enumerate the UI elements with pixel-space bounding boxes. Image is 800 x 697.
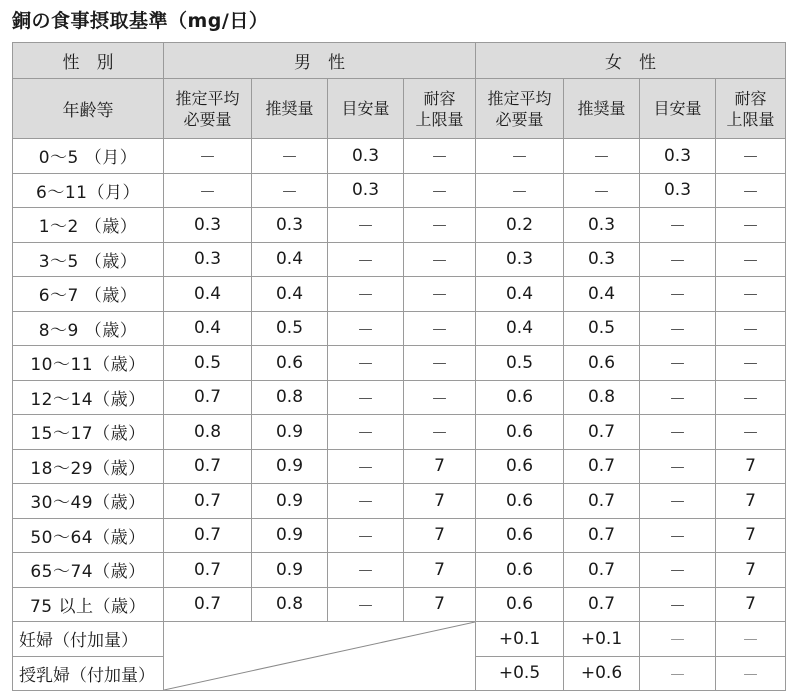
- male-value-cell: 0.3: [164, 208, 252, 243]
- age-cell: 6～11（月）: [13, 173, 164, 208]
- male-value-cell: －: [328, 311, 404, 346]
- header-sex: 性 別: [13, 43, 164, 79]
- male-value-cell: 0.9: [252, 518, 328, 553]
- female-value-cell: －: [640, 484, 716, 519]
- table-row: [13, 449, 786, 484]
- age-cell: 10～11（歳）: [13, 346, 164, 381]
- male-value-cell: 0.7: [164, 587, 252, 622]
- header-age: 年齢等: [13, 79, 164, 139]
- female-value-cell: 0.6: [476, 587, 564, 622]
- female-value-cell: －: [640, 415, 716, 450]
- age-cell: 18～29（歳）: [13, 449, 164, 484]
- age-cell: 15～17（歳）: [13, 415, 164, 450]
- male-value-cell: －: [404, 208, 476, 243]
- age-cell: 75 以上（歳）: [13, 587, 164, 622]
- female-value-cell: 0.4: [476, 277, 564, 312]
- male-value-cell: －: [404, 242, 476, 277]
- header-line: 推定平均: [487, 88, 552, 108]
- male-value-cell: －: [328, 518, 404, 553]
- age-cell: 65～74（歳）: [13, 553, 164, 588]
- male-value-cell: 0.5: [164, 346, 252, 381]
- header-line: 必要量: [183, 109, 232, 129]
- not-applicable-cell: [164, 622, 476, 691]
- male-value-cell: 0.3: [252, 208, 328, 243]
- age-cell: 3～5 （歳）: [13, 242, 164, 277]
- female-value-cell: －: [640, 277, 716, 312]
- male-value-cell: 0.9: [252, 415, 328, 450]
- table-row: [13, 484, 786, 519]
- male-value-cell: 0.3: [328, 139, 404, 174]
- header-male: 男 性: [164, 43, 476, 79]
- female-value-cell: 7: [716, 484, 786, 519]
- female-addition-cell: +0.1: [564, 622, 640, 657]
- header-line: 耐容: [423, 88, 456, 108]
- header-female-ul: [716, 79, 786, 139]
- table-row: [13, 415, 786, 450]
- header-line: 推奨量: [265, 99, 314, 118]
- female-value-cell: 7: [716, 449, 786, 484]
- female-value-cell: －: [716, 173, 786, 208]
- male-value-cell: 0.7: [164, 553, 252, 588]
- page-title: 銅の食事摂取基準（mg/日）: [12, 10, 269, 32]
- male-value-cell: －: [404, 346, 476, 381]
- female-value-cell: －: [640, 346, 716, 381]
- female-value-cell: －: [716, 380, 786, 415]
- age-cell: 12～14（歳）: [13, 380, 164, 415]
- diagonal-line: [164, 622, 475, 690]
- age-cell: 0～5 （月）: [13, 139, 164, 174]
- female-value-cell: －: [640, 242, 716, 277]
- copper-intake-table: [12, 42, 786, 691]
- female-value-cell: －: [564, 139, 640, 174]
- female-value-cell: －: [640, 587, 716, 622]
- male-value-cell: 0.4: [164, 277, 252, 312]
- female-addition-cell: +0.5: [476, 656, 564, 691]
- header-female-ear: [476, 79, 564, 139]
- male-value-cell: －: [404, 173, 476, 208]
- header-line: 必要量: [495, 109, 544, 129]
- male-value-cell: －: [328, 415, 404, 450]
- male-value-cell: －: [404, 311, 476, 346]
- female-value-cell: 0.7: [564, 484, 640, 519]
- table-row: [13, 346, 786, 381]
- male-value-cell: 0.4: [164, 311, 252, 346]
- male-value-cell: －: [164, 139, 252, 174]
- female-value-cell: －: [640, 311, 716, 346]
- male-value-cell: －: [404, 415, 476, 450]
- female-value-cell: 0.6: [476, 553, 564, 588]
- female-value-cell: 0.4: [564, 277, 640, 312]
- female-value-cell: －: [716, 208, 786, 243]
- addition-label: 妊婦（付加量）: [13, 622, 164, 657]
- table-row: [13, 518, 786, 553]
- female-value-cell: 0.7: [564, 587, 640, 622]
- female-value-cell: 0.6: [476, 380, 564, 415]
- header-female: 女 性: [476, 43, 786, 79]
- male-value-cell: －: [164, 173, 252, 208]
- female-value-cell: 0.8: [564, 380, 640, 415]
- female-value-cell: 0.4: [476, 311, 564, 346]
- male-value-cell: －: [328, 484, 404, 519]
- table-row: [13, 208, 786, 243]
- female-addition-cell: +0.6: [564, 656, 640, 691]
- age-cell: 8～9 （歳）: [13, 311, 164, 346]
- female-addition-cell: －: [716, 656, 786, 691]
- table-row: [13, 277, 786, 312]
- table-row: [13, 311, 786, 346]
- male-value-cell: 0.7: [164, 484, 252, 519]
- male-value-cell: 0.7: [164, 518, 252, 553]
- female-value-cell: －: [476, 173, 564, 208]
- header-male-rda: [252, 79, 328, 139]
- female-addition-cell: －: [716, 622, 786, 657]
- female-value-cell: 0.3: [564, 208, 640, 243]
- header-male-ul: [404, 79, 476, 139]
- female-value-cell: 0.3: [476, 242, 564, 277]
- male-value-cell: 7: [404, 587, 476, 622]
- female-value-cell: 0.3: [640, 173, 716, 208]
- male-value-cell: －: [328, 208, 404, 243]
- male-value-cell: 0.5: [252, 311, 328, 346]
- table-row: [13, 173, 786, 208]
- male-value-cell: 7: [404, 449, 476, 484]
- female-value-cell: －: [716, 277, 786, 312]
- female-value-cell: －: [640, 380, 716, 415]
- female-value-cell: 0.6: [476, 484, 564, 519]
- male-value-cell: 7: [404, 518, 476, 553]
- table-row: [13, 139, 786, 174]
- male-value-cell: 0.8: [164, 415, 252, 450]
- male-value-cell: 0.9: [252, 553, 328, 588]
- female-value-cell: 0.5: [476, 346, 564, 381]
- addition-label: 授乳婦（付加量）: [13, 656, 164, 691]
- header-line: 目安量: [653, 99, 702, 118]
- female-value-cell: －: [716, 242, 786, 277]
- female-value-cell: 0.6: [476, 449, 564, 484]
- male-value-cell: －: [404, 139, 476, 174]
- table-row: [13, 242, 786, 277]
- female-value-cell: －: [640, 449, 716, 484]
- female-value-cell: 0.7: [564, 449, 640, 484]
- female-value-cell: 0.6: [476, 415, 564, 450]
- male-value-cell: 0.6: [252, 346, 328, 381]
- female-value-cell: 0.6: [564, 346, 640, 381]
- female-value-cell: －: [716, 139, 786, 174]
- male-value-cell: 0.9: [252, 484, 328, 519]
- female-value-cell: 0.3: [564, 242, 640, 277]
- male-value-cell: 0.7: [164, 380, 252, 415]
- header-line: 耐容: [734, 88, 767, 108]
- female-value-cell: 7: [716, 518, 786, 553]
- header-female-rda: [564, 79, 640, 139]
- female-value-cell: 0.5: [564, 311, 640, 346]
- age-cell: 6～7 （歳）: [13, 277, 164, 312]
- male-value-cell: －: [328, 449, 404, 484]
- female-value-cell: －: [564, 173, 640, 208]
- male-value-cell: －: [404, 380, 476, 415]
- male-value-cell: －: [328, 277, 404, 312]
- male-value-cell: 0.3: [328, 173, 404, 208]
- male-value-cell: 0.3: [164, 242, 252, 277]
- table-row: [13, 553, 786, 588]
- female-value-cell: －: [640, 518, 716, 553]
- male-value-cell: 0.8: [252, 587, 328, 622]
- female-value-cell: 0.6: [476, 518, 564, 553]
- female-value-cell: 7: [716, 553, 786, 588]
- female-value-cell: 0.7: [564, 518, 640, 553]
- male-value-cell: －: [328, 587, 404, 622]
- male-value-cell: －: [404, 277, 476, 312]
- male-value-cell: －: [328, 346, 404, 381]
- female-value-cell: －: [640, 208, 716, 243]
- header-line: 目安量: [341, 99, 390, 118]
- addition-row: [13, 622, 786, 657]
- male-value-cell: －: [328, 242, 404, 277]
- table-row: [13, 587, 786, 622]
- female-addition-cell: －: [640, 622, 716, 657]
- female-addition-cell: －: [640, 656, 716, 691]
- header-row-columns: [13, 79, 786, 139]
- header-row-sex: [13, 43, 786, 79]
- age-cell: 1～2 （歳）: [13, 208, 164, 243]
- diagonal-slash: [164, 622, 475, 690]
- male-value-cell: －: [252, 139, 328, 174]
- female-value-cell: 0.2: [476, 208, 564, 243]
- male-value-cell: －: [328, 380, 404, 415]
- female-value-cell: 0.7: [564, 415, 640, 450]
- female-value-cell: 0.7: [564, 553, 640, 588]
- male-value-cell: 0.9: [252, 449, 328, 484]
- header-male-ai: [328, 79, 404, 139]
- male-value-cell: －: [328, 553, 404, 588]
- header-line: 推奨量: [577, 99, 626, 118]
- age-cell: 50～64（歳）: [13, 518, 164, 553]
- male-value-cell: 7: [404, 484, 476, 519]
- header-line: 上限量: [726, 109, 775, 129]
- header-line: 推定平均: [175, 88, 240, 108]
- age-cell: 30～49（歳）: [13, 484, 164, 519]
- male-value-cell: －: [252, 173, 328, 208]
- female-value-cell: －: [640, 553, 716, 588]
- female-value-cell: －: [476, 139, 564, 174]
- female-value-cell: －: [716, 346, 786, 381]
- table-body: [13, 139, 786, 691]
- female-value-cell: －: [716, 311, 786, 346]
- female-value-cell: 0.3: [640, 139, 716, 174]
- male-value-cell: 0.7: [164, 449, 252, 484]
- male-value-cell: 0.8: [252, 380, 328, 415]
- header-female-ai: [640, 79, 716, 139]
- header-male-ear: [164, 79, 252, 139]
- female-addition-cell: +0.1: [476, 622, 564, 657]
- male-value-cell: 7: [404, 553, 476, 588]
- female-value-cell: 7: [716, 587, 786, 622]
- table-row: [13, 380, 786, 415]
- female-value-cell: －: [716, 415, 786, 450]
- male-value-cell: 0.4: [252, 277, 328, 312]
- header-line: 上限量: [415, 109, 464, 129]
- male-value-cell: 0.4: [252, 242, 328, 277]
